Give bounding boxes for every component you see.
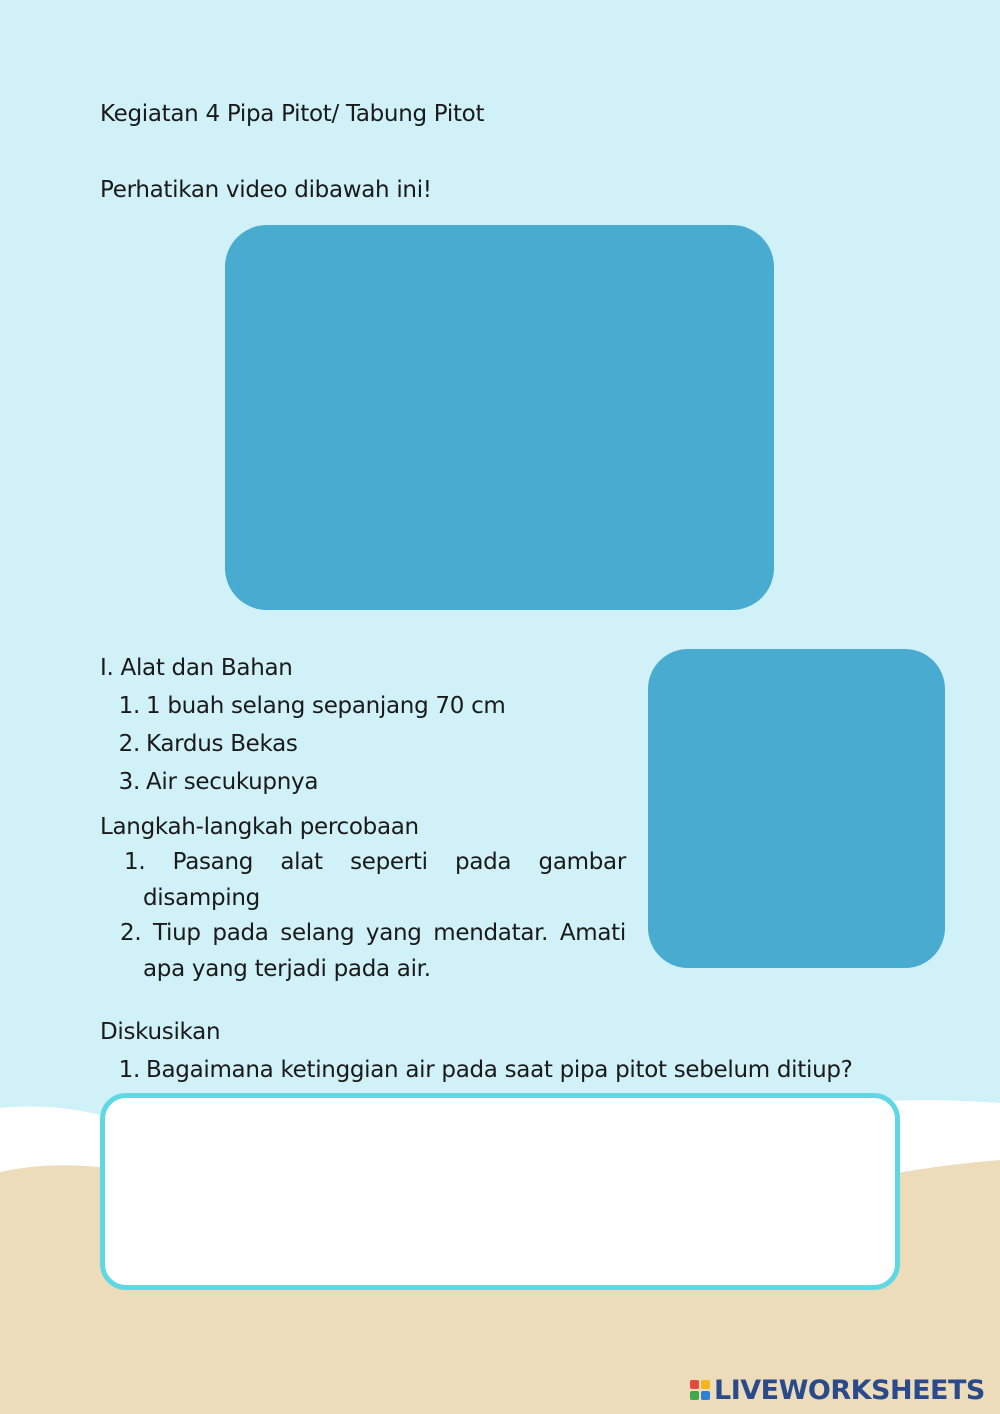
list-item: 2. Kardus Bekas — [118, 731, 298, 757]
list-item: 3. Air secukupnya — [118, 769, 319, 795]
steps-title: Langkah-langkah percobaan — [100, 814, 419, 840]
video-placeholder[interactable] — [225, 225, 774, 610]
instruction-text: Perhatikan video dibawah ini! — [100, 177, 432, 203]
question-item: 1. Bagaimana ketinggian air pada saat pipa pitot sebelum ditiup? — [118, 1057, 853, 1083]
apparatus-image-placeholder — [648, 649, 945, 968]
logo-text: LIVEWORKSHEETS — [714, 1374, 985, 1406]
liveworksheets-logo — [690, 1372, 985, 1408]
list-item: 1. 1 buah selang sepanjang 70 cm — [118, 693, 506, 719]
step-item: 2. Tiup pada selang yang mendatar. Amati apa yang terjadi pada air. — [120, 920, 626, 982]
tools-title: I. Alat dan Bahan — [100, 655, 293, 681]
discussion-title: Diskusikan — [100, 1019, 221, 1045]
answer-input-box[interactable] — [100, 1093, 900, 1290]
page-title: Kegiatan 4 Pipa Pitot/ Tabung Pitot — [100, 101, 485, 127]
step-item: 1. Pasang alat seperti pada gambar disamping — [124, 849, 626, 911]
logo-mark-icon — [690, 1380, 710, 1400]
